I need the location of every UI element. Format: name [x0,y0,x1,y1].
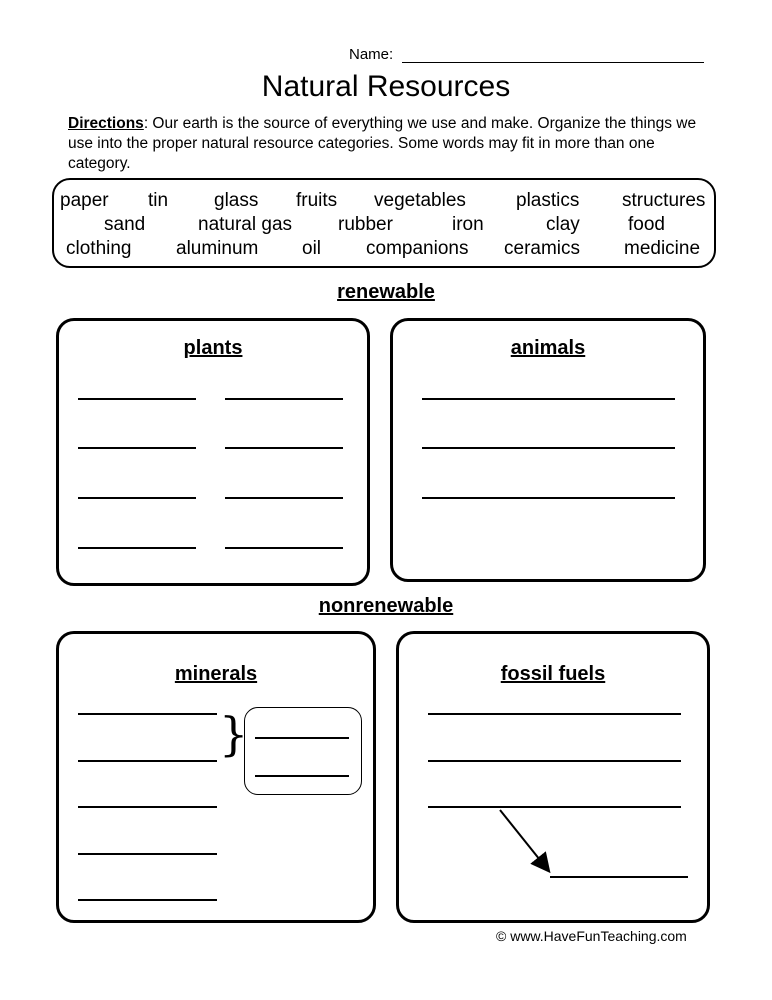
word-bank-item: food [628,214,665,235]
curly-brace-icon: } [219,707,249,761]
word-bank-item: vegetables [374,190,466,211]
answer-blank[interactable] [422,398,675,400]
answer-blank[interactable] [78,713,217,715]
word-bank [52,178,716,268]
word-bank-item: plastics [516,190,580,211]
animals-title: animals [510,337,586,359]
answer-blank[interactable] [422,497,675,499]
directions [68,114,718,174]
answer-blank[interactable] [255,737,349,739]
section-heading-nonrenewable: nonrenewable [318,595,454,617]
answer-blank[interactable] [78,547,196,549]
plants-box [56,318,370,586]
word-bank-item: companions [366,238,469,259]
sub-answer-box [244,707,362,795]
word-bank-item: iron [452,214,484,235]
answer-blank[interactable] [78,899,217,901]
word-bank-item: clay [546,214,580,235]
minerals-box [56,631,376,923]
word-bank-item: oil [302,238,322,259]
word-bank-item: glass [214,190,259,211]
word-bank-item: medicine [624,238,701,259]
arrow-icon [399,634,713,926]
answer-blank[interactable] [78,760,217,762]
answer-blank[interactable] [255,775,349,777]
word-bank-item: sand [104,214,146,235]
answer-blank[interactable] [78,806,217,808]
section-heading-renewable: renewable [337,281,435,303]
fossil-fuels-title: fossil fuels [500,663,606,685]
answer-blank[interactable] [225,398,343,400]
answer-blank[interactable] [225,547,343,549]
answer-blank[interactable] [225,447,343,449]
name-label: Name: [349,46,394,63]
fossil-fuels-box [396,631,710,923]
answer-blank[interactable] [78,853,217,855]
word-bank-item: rubber [338,214,393,235]
directions-text: : Our earth is the source of everything we use and make. Organize the things we use into the proper natural resource categories. Some words may fit in more than one category. [68,115,697,172]
plants-title: plants [183,337,243,359]
answer-blank[interactable] [78,398,196,400]
directions-lead: Directions [68,115,144,132]
name-field[interactable] [402,62,704,63]
word-bank-item: tin [148,190,169,211]
animals-box [390,318,706,582]
word-bank-item: paper [60,190,109,211]
answer-blank[interactable] [78,497,196,499]
answer-blank[interactable] [422,447,675,449]
copyright: © www.HaveFunTeaching.com [496,928,687,944]
minerals-title: minerals [174,663,258,685]
page-title: Natural Resources [261,70,511,103]
answer-blank[interactable] [225,497,343,499]
word-bank-item: ceramics [504,238,581,259]
word-bank-item: aluminum [176,238,259,259]
answer-blank[interactable] [78,447,196,449]
word-bank-item: structures [622,190,706,211]
word-bank-item: fruits [296,190,338,211]
word-bank-item: clothing [66,238,132,259]
word-bank-item: natural gas [198,214,293,235]
